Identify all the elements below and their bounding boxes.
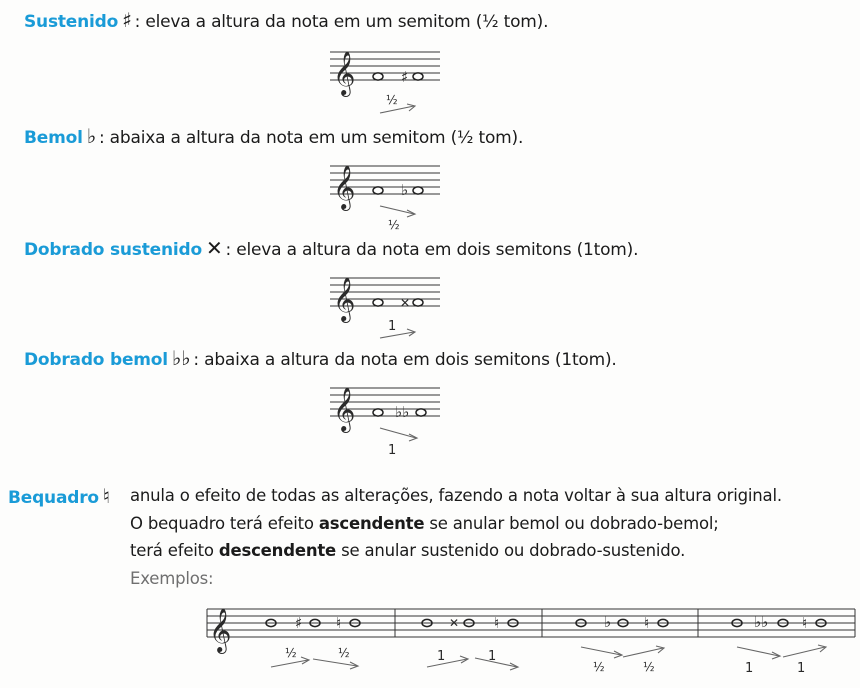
double-sharp-icon: ✕ (205, 236, 223, 260)
interval-label: 1 (388, 319, 397, 334)
sharp-icon: ♯ (295, 614, 303, 632)
term-bemol: Bemol (24, 128, 83, 148)
treble-clef-icon: 𝄞 (333, 387, 356, 431)
double-sharp-icon: ✕ (400, 296, 411, 310)
note-head (413, 187, 423, 194)
desc-sustenido: : eleva a altura da nota em um semitom (½ tom). (134, 12, 549, 32)
double-flat-icon: ♭♭ (171, 346, 191, 370)
flat-icon: ♭ (604, 613, 612, 631)
interval-label: ½ (643, 660, 655, 674)
natural-icon: ♮ (802, 614, 808, 632)
note-head (413, 73, 423, 80)
flat-icon: ♭ (86, 124, 96, 148)
descendente-term: descendente (218, 541, 337, 560)
term-sustenido: Sustenido (24, 12, 119, 32)
interval-label: ½ (338, 646, 350, 660)
note-head (373, 73, 383, 80)
note-head (416, 409, 426, 416)
examples-staff (205, 595, 860, 685)
ascendente-term: ascendente (318, 514, 425, 533)
natural-icon: ♮ (494, 614, 500, 632)
treble-clef-icon: 𝄞 (209, 608, 232, 652)
treble-clef-icon: 𝄞 (333, 165, 356, 209)
arrow-line (380, 206, 414, 214)
bemol-staff (330, 152, 450, 232)
dobrado-bemol-staff (330, 374, 450, 458)
arrow-line (623, 648, 663, 657)
flat-icon: ♭ (401, 181, 409, 199)
sharp-icon: ♯ (122, 8, 132, 32)
desc-dobrado-sustenido: : eleva a altura da nota em dois semitons (1tom). (225, 240, 639, 260)
line3-post: se anular sustenido ou dobrado-sustenido. (336, 541, 686, 560)
treble-clef-icon: 𝄞 (333, 277, 356, 321)
arrow-line (380, 106, 414, 113)
interval-label: ½ (593, 660, 605, 674)
note-head (373, 299, 383, 306)
double-sharp-icon: ✕ (449, 616, 460, 630)
interval-label: ½ (386, 93, 398, 107)
note-head (373, 187, 383, 194)
arrow-line (380, 428, 416, 438)
interval-label: 1 (488, 649, 497, 664)
line2-pre: O bequadro terá efeito (130, 514, 319, 533)
bequadro-line-2 (130, 514, 719, 533)
interval-label: 1 (745, 661, 754, 676)
sharp-icon: ♯ (401, 68, 409, 86)
dobrado-bemol-line (24, 346, 617, 370)
arrow-line (737, 647, 779, 656)
bequadro-heading (8, 484, 113, 508)
exemplos-label: Exemplos: (130, 569, 214, 588)
natural-icon: ♮ (336, 614, 342, 632)
sustenido-staff (330, 38, 450, 118)
arrow-line (380, 332, 414, 338)
arrow-line (783, 647, 825, 657)
interval-label: ½ (285, 646, 297, 660)
bemol-line (24, 124, 523, 148)
term-dobrado-bemol: Dobrado bemol (24, 350, 168, 370)
natural-icon: ♮ (102, 484, 110, 508)
interval-label: ½ (388, 218, 400, 232)
bequadro-line-3 (130, 541, 685, 560)
treble-clef-icon: 𝄞 (333, 51, 356, 95)
line3-pre: terá efeito (130, 541, 219, 560)
double-flat-icon: ♭♭ (395, 403, 410, 421)
desc-bemol: : abaixa a altura da nota em um semitom (½ tom). (98, 128, 524, 148)
natural-icon: ♮ (644, 614, 650, 632)
note-head (413, 299, 423, 306)
dobrado-sustenido-staff (330, 264, 450, 344)
note-head (373, 409, 383, 416)
interval-label: 1 (388, 443, 397, 458)
term-dobrado-sustenido: Dobrado sustenido (24, 240, 202, 260)
line2-post: se anular bemol ou dobrado-bemol; (424, 514, 719, 533)
arrow-line (427, 659, 467, 667)
term-bequadro: Bequadro (8, 488, 99, 508)
sustenido-line (24, 8, 548, 32)
interval-label: 1 (797, 661, 806, 676)
double-flat-icon: ♭♭ (754, 613, 769, 631)
interval-label: 1 (437, 649, 446, 664)
bequadro-line-1: anula o efeito de todas as alterações, fazendo a nota voltar à sua altura original. (130, 486, 782, 505)
dobrado-sustenido-line (24, 236, 638, 260)
desc-dobrado-bemol: : abaixa a altura da nota em dois semitons (1tom). (193, 350, 617, 370)
